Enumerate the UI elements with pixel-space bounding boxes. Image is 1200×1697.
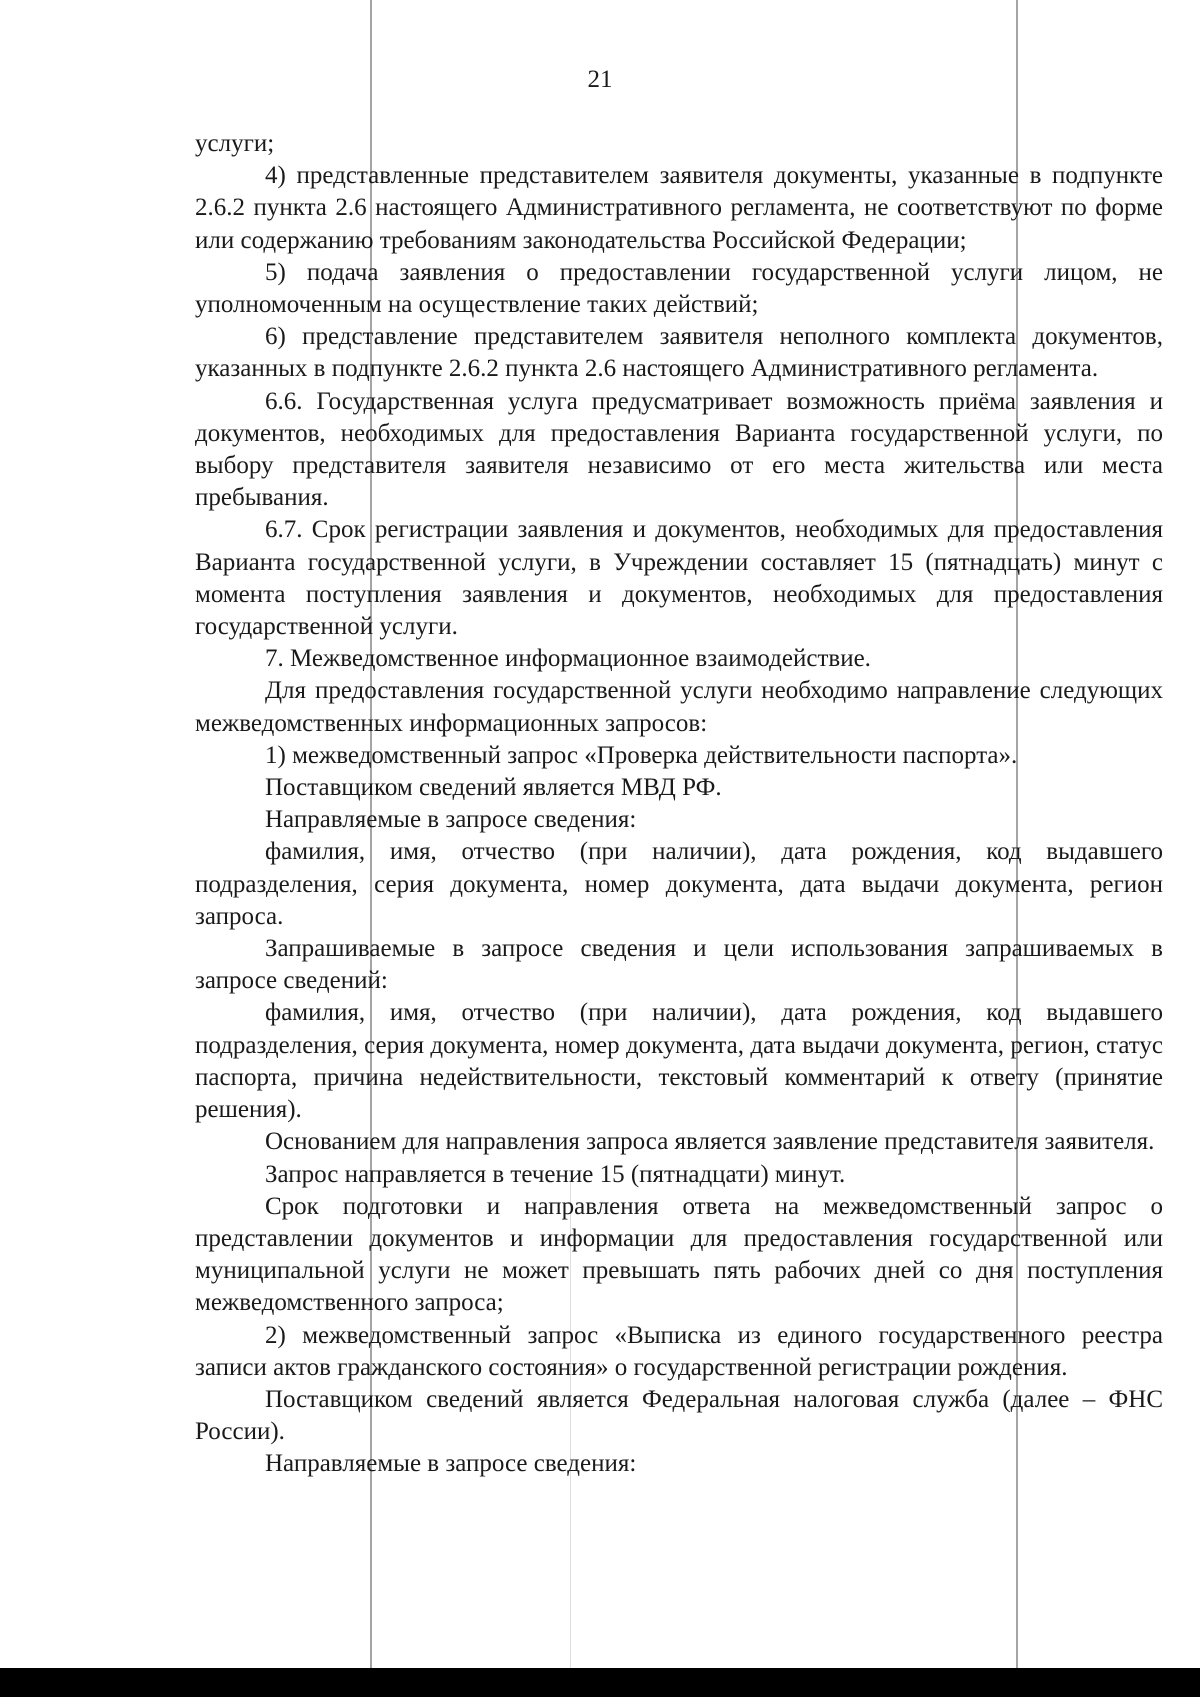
paragraph: Направляемые в запросе сведения: [265, 806, 637, 834]
paragraph: 1) межведомственный запрос «Проверка действительности паспорта». [265, 741, 1018, 769]
paragraph: фамилия, имя, отчество (при наличии), дата рождения, код выдавшего подразделения, серия документа, номер документа, дата выдачи документа, регион запроса. [195, 838, 1163, 930]
paragraph: 6.7. Срок регистрации заявления и документов, необходимых для предоставления Варианта государственной услуги, в Учреждении составляет 15 (пятнадцать) минут с момента поступления заявления и документов, необходимых для предоставления государственной услуги. [195, 516, 1163, 641]
paragraph: Поставщиком сведений является Федеральная налоговая служба (далее – ФНС России). [195, 1385, 1163, 1446]
document-body [195, 128, 1163, 1481]
paragraph: Запрашиваемые в запросе сведения и цели использования запрашиваемых в запросе сведений: [195, 935, 1163, 995]
section-heading: 7. Межведомственное информационное взаимодействие. [265, 645, 871, 673]
paragraph: Срок подготовки и направления ответа на межведомственный запрос о представлении документов и информации для предоставления государственной или муниципальной услуги не может превышать пять рабочих дней со дня поступления межведомственного запроса; [195, 1192, 1163, 1317]
paragraph: услуги; [195, 130, 275, 157]
paragraph: 6.6. Государственная услуга предусматривает возможность приёма заявления и документов, необходимых для предоставления Варианта государственной услуги, по выбору представителя заявителя независимо от его места жительства или места пребывания. [195, 387, 1163, 512]
paragraph: Основанием для направления запроса является заявление представителя заявителя. [265, 1128, 1155, 1156]
page-number: 21 [587, 66, 613, 93]
paragraph: 2) межведомственный запрос «Выписка из единого государственного реестра записи актов гражданского состояния» о государственной регистрации рождения. [195, 1321, 1163, 1381]
paragraph: 5) подача заявления о предоставлении государственной услуги лицом, не уполномоченным на осуществление таких действий; [195, 258, 1163, 319]
paragraph: Поставщиком сведений является МВД РФ. [265, 774, 722, 802]
paragraph: 6) представление представителем заявителя неполного комплекта документов, указанных в подпункте 2.6.2 пункта 2.6 настоящего Административного регламента. [195, 323, 1163, 383]
paragraph: фамилия, имя, отчество (при наличии), дата рождения, код выдавшего подразделения, серия документа, номер документа, дата выдачи документа, регион, статус паспорта, причина недействительности, текстовый комментарий к ответу (принятие решения). [195, 999, 1163, 1124]
scan-bottom-border [0, 1668, 1200, 1697]
paragraph: 4) представленные представителем заявителя документы, указанные в подпункте 2.6.2 пункта 2.6 настоящего Административного регламента, не соответствуют по форме или содержанию требованиям законодательства Российской Федерации; [195, 162, 1163, 254]
paragraph: Направляемые в запросе сведения: [265, 1450, 637, 1478]
paragraph: Для предоставления государственной услуги необходимо направление следующих межведомственных информационных запросов: [195, 677, 1163, 737]
paragraph: Запрос направляется в течение 15 (пятнадцати) минут. [265, 1160, 846, 1188]
